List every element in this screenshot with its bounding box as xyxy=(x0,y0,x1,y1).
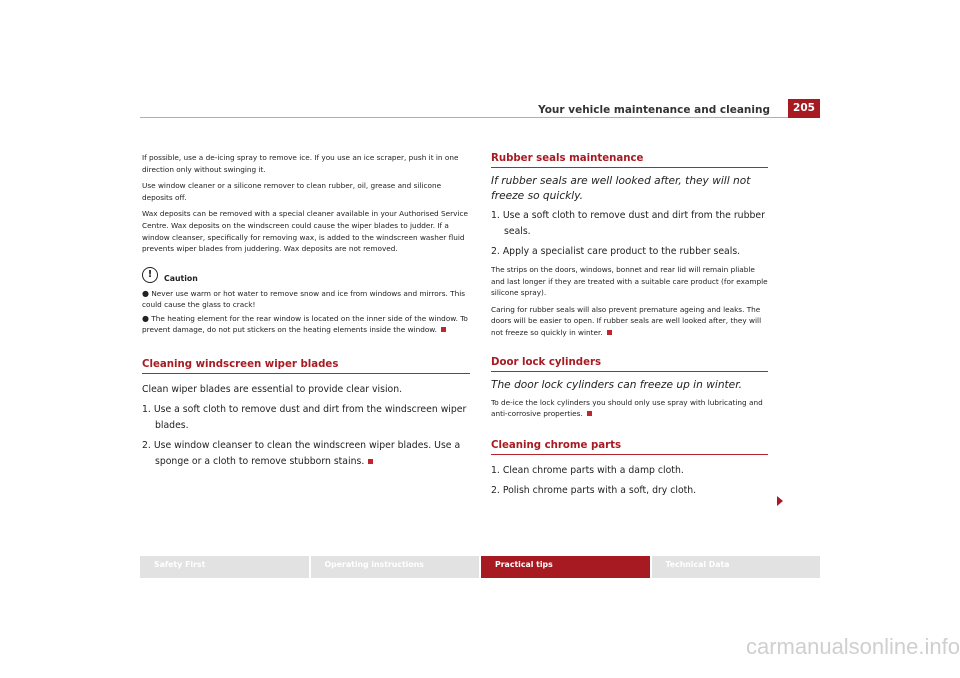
page-number: 205 xyxy=(788,99,820,118)
section-heading-locks: Door lock cylinders xyxy=(491,357,768,372)
footer-tab-practical-tips[interactable]: Practical tips xyxy=(481,556,650,578)
caution-title: Caution xyxy=(164,273,198,283)
footer-tab-safety-first[interactable]: Safety First xyxy=(140,556,309,578)
header-rule xyxy=(140,117,820,118)
seals-note: The strips on the doors, windows, bonnet and rear lid will remain pliable and last longer if they are treated with a suitable care product (for example silicone spray). xyxy=(491,265,768,298)
wiper-step: 2. Use window cleanser to clean the windscreen wiper blades. Use a sponge or a cloth to remove stubborn stains. xyxy=(142,440,461,468)
footer-nav xyxy=(140,556,820,578)
right-column xyxy=(491,153,768,503)
caution-box xyxy=(142,267,470,283)
wiper-lead: Clean wiper blades are essential to provide clear vision. xyxy=(142,384,403,396)
next-page-arrow-icon[interactable] xyxy=(777,496,783,506)
seals-step: 2. Apply a specialist care product to the rubber seals. xyxy=(491,246,741,257)
chrome-step: 2. Polish chrome parts with a soft, dry cloth. xyxy=(491,484,697,496)
seals-note: Caring for rubber seals will also prevent premature ageing and leaks. The doors will be easier to open. If rubber seals are well looked after, they will not freeze so quickly in winter. xyxy=(491,304,762,337)
caution-bullet: ● The heating element for the rear window is located on the inner side of the window. To prevent damage, do not put stickers on the heating elements inside the window. xyxy=(142,313,468,334)
locks-note: To de-ice the lock cylinders you should only use spray with lubricating and anti-corrosive properties. xyxy=(491,397,763,419)
intro-paragraph: Use window cleaner or a silicone remover to clean rubber, oil, grease and silicone deposits off. xyxy=(142,181,442,202)
section-end-icon xyxy=(368,459,373,464)
watermark: carmanualsonline.info xyxy=(745,634,960,659)
chrome-step: 1. Clean chrome parts with a damp cloth. xyxy=(491,464,684,476)
section-heading-seals: Rubber seals maintenance xyxy=(491,153,768,168)
locks-subtitle: The door lock cylinders can freeze up in winter. xyxy=(491,378,742,391)
exclamation-icon: ! xyxy=(142,267,158,283)
intro-paragraph: Wax deposits can be removed with a special cleaner available in your Authorised Service Centre. Wax deposits on the windscreen could cause the wiper blades to judder. If a window cleanser, specifically for removing wax, is added to the windscreen washer fluid prevents wiper blades from juddering. Wax deposits are not removed. xyxy=(142,209,468,254)
left-column xyxy=(142,152,470,474)
seals-step: 1. Use a soft cloth to remove dust and dirt from the rubber seals. xyxy=(491,210,765,237)
section-heading-chrome: Cleaning chrome parts xyxy=(491,440,768,455)
caution-bullet: ● Never use warm or hot water to remove snow and ice from windows and mirrors. This could cause the glass to crack! xyxy=(142,288,466,310)
bullet-icon: ● xyxy=(142,288,149,298)
section-end-icon xyxy=(587,411,592,416)
intro-paragraph: If possible, use a de-icing spray to remove ice. If you use an ice scraper, push it in one direction only without swinging it. xyxy=(142,153,459,174)
section-heading-wiper: Cleaning windscreen wiper blades xyxy=(142,359,470,374)
bullet-icon: ● xyxy=(142,313,149,323)
footer-tab-technical-data[interactable]: Technical Data xyxy=(652,556,821,578)
footer-tab-operating-instructions[interactable]: Operating instructions xyxy=(311,556,480,578)
section-end-icon xyxy=(607,330,612,335)
page-header-title: Your vehicle maintenance and cleaning xyxy=(538,104,770,116)
seals-subtitle: If rubber seals are well looked after, they will not freeze so quickly. xyxy=(491,175,751,202)
wiper-step: 1. Use a soft cloth to remove dust and dirt from the windscreen wiper blades. xyxy=(142,404,467,432)
section-end-icon xyxy=(441,327,446,332)
